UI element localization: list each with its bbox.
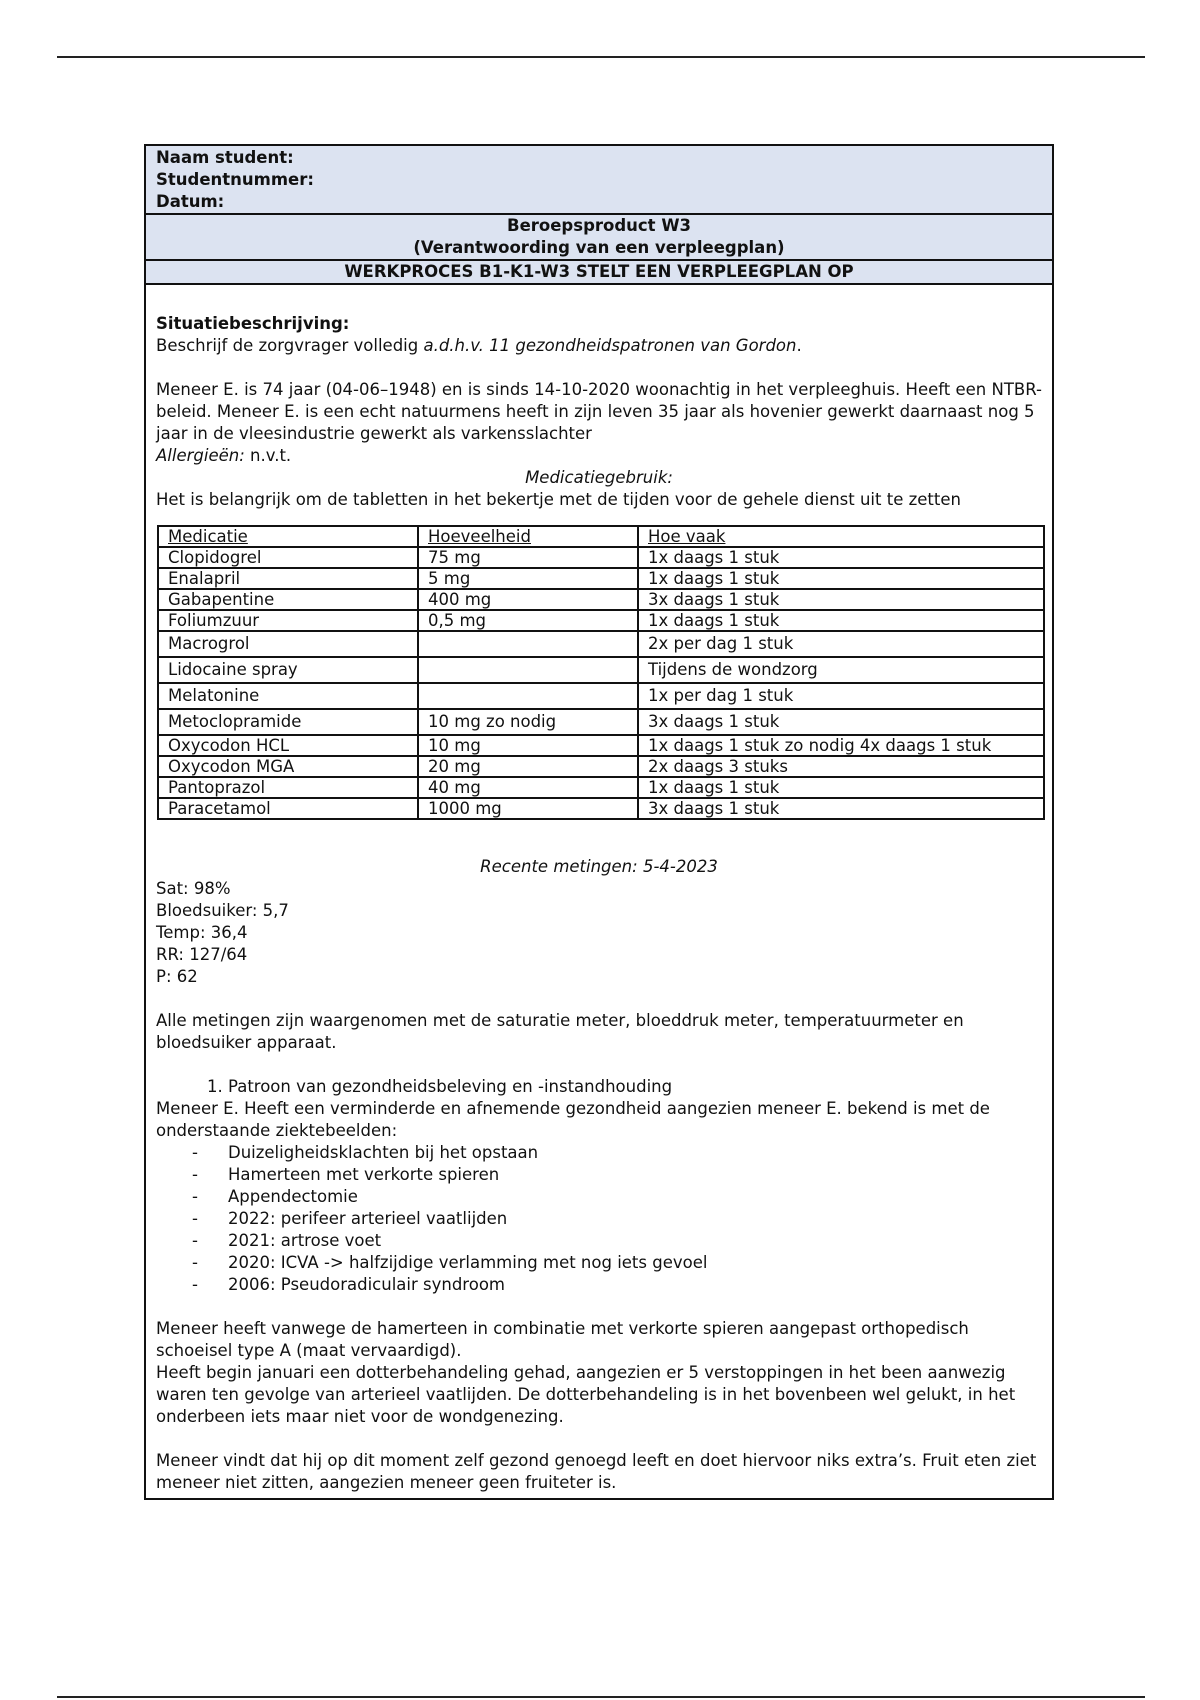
title-line-2: (Verantwoording van een verpleegplan): [413, 238, 785, 257]
table-row: [158, 735, 1044, 756]
table-row: [158, 657, 1044, 683]
table-row: [158, 589, 1044, 610]
situatie-intro: Meneer E. is 74 jaar (04-06–1948) en is sinds 14-10-2020 woonachtig in het verpleeghuis. Heeft een NTBR-beleid. Meneer E. is een echt natuurmens heeft in zijn leven 35 jaar als hovenier gewerkt daarnaast nog 5 jaar in de vleesindustrie gewerkt als varkensslachter: [156, 380, 1042, 443]
cell-hoe-vaak: 2x daags 3 stuks: [638, 756, 1044, 777]
meting-rr: RR: 127/64: [156, 945, 248, 964]
cell-hoe-vaak: Tijdens de wondzorg: [638, 657, 1044, 683]
cell-hoe-vaak: 3x daags 1 stuk: [638, 709, 1044, 735]
cell-hoe-vaak: 1x daags 1 stuk: [638, 610, 1044, 631]
patroon-1-para-3: Meneer vindt dat hij op dit moment zelf gezond genoegd leeft en doet hiervoor niks extra’s. Fruit eten ziet meneer niet zitten, aangezien meneer geen fruiteter is.: [156, 1451, 1037, 1492]
patroon-1-para-1: Meneer heeft vanwege de hamerteen in combinatie met verkorte spieren aangepast orthopedisch schoeisel type A (maat vervaardigd).: [156, 1319, 969, 1360]
table-row: [158, 709, 1044, 735]
header-hoe-vaak: Hoe vaak: [638, 526, 1044, 547]
table-row: [158, 798, 1044, 819]
title-line-1: Beroepsproduct W3: [507, 216, 691, 235]
cell-hoe-vaak: 2x per dag 1 stuk: [638, 631, 1044, 657]
list-item: - Appendectomie: [156, 1186, 1042, 1208]
situatie-heading: Situatiebeschrijving:: [156, 314, 350, 333]
table-row: [158, 683, 1044, 709]
cell-hoe-vaak: 1x daags 1 stuk: [638, 777, 1044, 798]
cell-medicatie: Foliumzuur: [158, 610, 418, 631]
cell-hoeveelheid: 20 mg: [418, 756, 638, 777]
cell-medicatie: Gabapentine: [158, 589, 418, 610]
cell-hoeveelheid: 1000 mg: [418, 798, 638, 819]
cell-hoeveelheid: 75 mg: [418, 547, 638, 568]
list-item: - 2022: perifeer arterieel vaatlijden: [156, 1208, 1042, 1230]
title-block: [146, 215, 1052, 261]
cell-hoeveelheid: [418, 631, 638, 657]
cell-hoeveelheid: 10 mg: [418, 735, 638, 756]
list-item: - 2020: ICVA -> halfzijdige verlamming met nog iets gevoel: [156, 1252, 1042, 1274]
instruction-text: Beschrijf de zorgvrager volledig: [156, 336, 424, 355]
document-form: [144, 144, 1054, 1500]
cell-hoe-vaak: 1x per dag 1 stuk: [638, 683, 1044, 709]
table-row: [158, 547, 1044, 568]
allergy-line: [156, 445, 1042, 467]
cell-hoe-vaak: 1x daags 1 stuk zo nodig 4x daags 1 stuk: [638, 735, 1044, 756]
table-row: [158, 777, 1044, 798]
metingen-heading: Recente metingen: 5-4-2023: [480, 857, 718, 876]
cell-medicatie: Lidocaine spray: [158, 657, 418, 683]
cell-hoeveelheid: [418, 683, 638, 709]
page-top-rule: [57, 56, 1145, 58]
header-medicatie: Medicatie: [158, 526, 418, 547]
cell-hoe-vaak: 1x daags 1 stuk: [638, 547, 1044, 568]
datum-label: Datum:: [156, 192, 225, 211]
cell-hoe-vaak: 3x daags 1 stuk: [638, 589, 1044, 610]
page-bottom-rule: [57, 1696, 1145, 1698]
medicatie-heading: Medicatiegebruik:: [525, 468, 673, 487]
cell-medicatie: Pantoprazol: [158, 777, 418, 798]
patroon-1-intro: Meneer E. Heeft een verminderde en afnemende gezondheid aangezien meneer E. bekend is met de onderstaande ziektebeelden:: [156, 1099, 990, 1140]
werkproces-title: WERKPROCES B1-K1-W3 STELT EEN VERPLEEGPLAN OP: [146, 261, 1052, 285]
cell-hoeveelheid: 400 mg: [418, 589, 638, 610]
table-row: [158, 756, 1044, 777]
studentnummer-label: Studentnummer:: [156, 170, 314, 189]
meting-bloedsuiker: Bloedsuiker: 5,7: [156, 901, 289, 920]
instruction-italic: a.d.h.v. 11 gezondheidspatronen van Gordon: [423, 336, 797, 355]
medicatie-note: Het is belangrijk om de tabletten in het bekertje met de tijden voor de gehele dienst uit te zetten: [156, 490, 961, 509]
allergy-value: n.v.t.: [244, 446, 292, 465]
instruction-end: .: [796, 336, 802, 355]
cell-hoeveelheid: 0,5 mg: [418, 610, 638, 631]
cell-medicatie: Metoclopramide: [158, 709, 418, 735]
meting-sat: Sat: 98%: [156, 879, 231, 898]
meting-temp: Temp: 36,4: [156, 923, 248, 942]
table-row: [158, 631, 1044, 657]
cell-hoe-vaak: 3x daags 1 stuk: [638, 798, 1044, 819]
cell-hoeveelheid: 5 mg: [418, 568, 638, 589]
cell-hoeveelheid: [418, 657, 638, 683]
cell-medicatie: Oxycodon MGA: [158, 756, 418, 777]
list-item: - Hamerteen met verkorte spieren: [156, 1164, 1042, 1186]
patroon-1-title: 1. Patroon van gezondheidsbeleving en -instandhouding: [228, 1076, 1042, 1098]
naam-student-label: Naam student:: [156, 148, 294, 167]
cell-hoeveelheid: 40 mg: [418, 777, 638, 798]
medication-table: [157, 525, 1045, 820]
meting-p: P: 62: [156, 967, 198, 986]
patroon-list: [156, 1076, 1042, 1098]
cell-hoeveelheid: 10 mg zo nodig: [418, 709, 638, 735]
situatie-instruction: [156, 335, 1042, 357]
cell-medicatie: Oxycodon HCL: [158, 735, 418, 756]
table-header-row: [158, 526, 1044, 547]
ziektebeelden-list: [156, 1142, 1042, 1296]
cell-medicatie: Clopidogrel: [158, 547, 418, 568]
list-item: - Duizeligheidsklachten bij het opstaan: [156, 1142, 1042, 1164]
student-info-header: [146, 146, 1052, 215]
cell-medicatie: Paracetamol: [158, 798, 418, 819]
list-item: - 2006: Pseudoradiculair syndroom: [156, 1274, 1042, 1296]
document-body: [146, 285, 1052, 1498]
cell-hoe-vaak: 1x daags 1 stuk: [638, 568, 1044, 589]
metingen-note: Alle metingen zijn waargenomen met de saturatie meter, bloeddruk meter, temperatuurmeter en bloedsuiker apparaat.: [156, 1011, 964, 1052]
header-hoeveelheid: Hoeveelheid: [418, 526, 638, 547]
table-row: [158, 610, 1044, 631]
cell-medicatie: Enalapril: [158, 568, 418, 589]
patroon-1-para-2: Heeft begin januari een dotterbehandeling gehad, aangezien er 5 verstoppingen in het been aanwezig waren ten gevolge van arterieel vaatlijden. De dotterbehandeling is in het bovenbeen wel gelukt, in het onderbeen iets maar niet voor de wondgenezing.: [156, 1363, 1016, 1426]
cell-medicatie: Macrogrol: [158, 631, 418, 657]
list-item: - 2021: artrose voet: [156, 1230, 1042, 1252]
table-row: [158, 568, 1044, 589]
allergy-label: Allergieën:: [156, 446, 245, 465]
cell-medicatie: Melatonine: [158, 683, 418, 709]
